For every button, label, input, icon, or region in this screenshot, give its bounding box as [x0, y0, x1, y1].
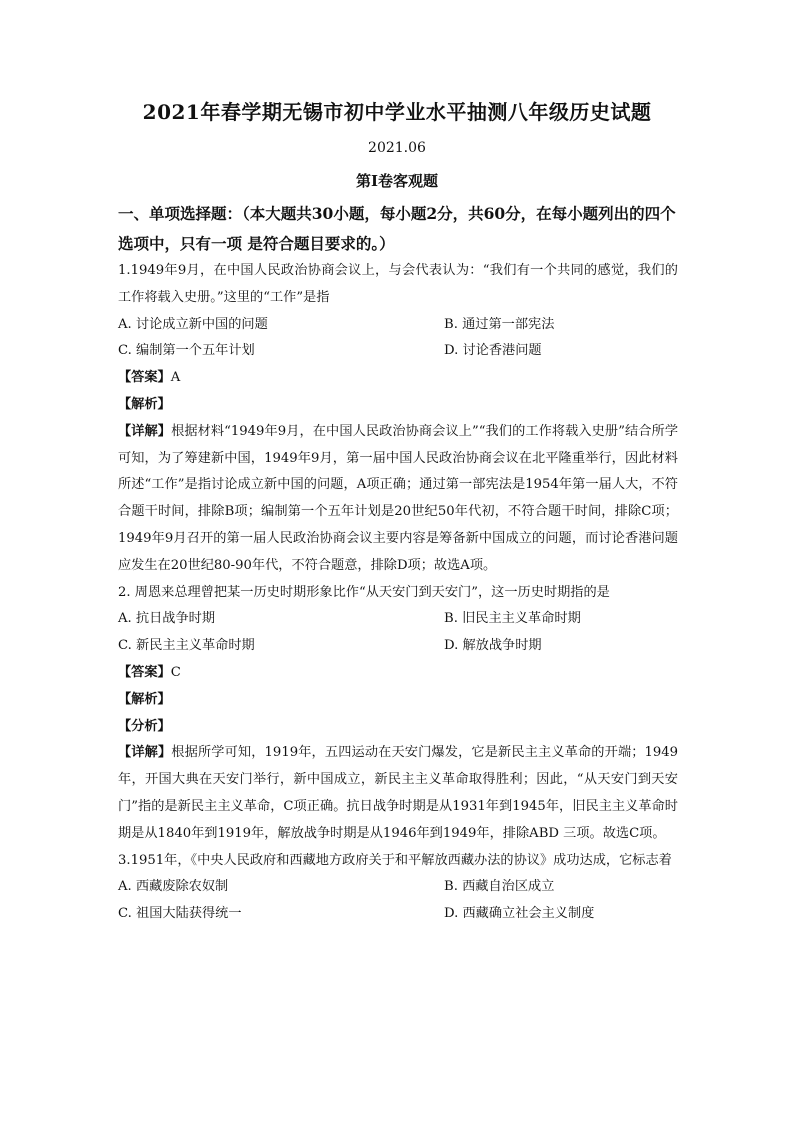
q1-option-b: B. 通过第一部宪法: [444, 316, 555, 332]
q1-detail-para: [118, 419, 678, 580]
q2-answer-line: [118, 660, 678, 687]
q2-answer-tag: 【答案】: [118, 664, 171, 680]
q1-option-c: C. 编制第一个五年计划: [118, 343, 255, 359]
q1-analysis-line: [118, 392, 678, 419]
q3-option-c: C. 祖国大陆获得统一: [118, 906, 242, 922]
q1-answer: A: [170, 370, 181, 386]
q2-option-b: B. 旧民主主义革命时期: [444, 611, 581, 627]
q3-option-d: D. 西藏确立社会主义制度: [444, 906, 595, 922]
q2-option-c: C. 新民主主义革命时期: [118, 638, 255, 654]
q2-answer: C: [170, 664, 181, 680]
part-heading: 第Ⅰ卷客观题: [355, 172, 439, 190]
q2-option-d: D. 解放战争时期: [444, 638, 542, 654]
q1-answer-line: [118, 365, 678, 392]
q2-analysis-line: [118, 687, 678, 714]
q2-fenxi-tag: 【分析】: [118, 718, 171, 734]
section-heading: 一、单项选择题：（本大题共30小题，每小题2分，共60分，在每小题列出的四个选项中，只有一项 是符合题目要求的。）: [118, 204, 676, 253]
question-list: [118, 258, 678, 928]
q2-options-row-1: [118, 606, 678, 633]
q3-options-row-2: [118, 901, 678, 928]
q3-options-row-1: [118, 874, 678, 901]
q1-option-a: A. 讨论成立新中国的问题: [118, 316, 268, 332]
q2-detail: 根据所学可知，1919年，五四运动在天安门爆发，它是新民主主义革命的开端；1949年，开国大典在天安门举行，新中国成立，新民主主义革命取得胜利；因此，“从天安门到天安门”指的是新民主主义革命，C项正确。抗日战争时期是从1931年到1945年，旧民主主义革命时期是从1840年到1919年，解放战争时期是从1946年到1949年，排除ABD 三项。故选C项。: [118, 745, 679, 841]
q2-analysis-tag: 【解析】: [118, 691, 171, 707]
q2-fenxi-line: [118, 714, 678, 741]
q2-stem: 2. 周恩来总理曾把某一历史时期形象比作“从天安门到天安门”，这一历史时期指的是: [118, 584, 610, 600]
q3-option-b: B. 西藏自治区成立: [444, 879, 555, 895]
q3-stem: 3.1951年，《中央人民政府和西藏地方政府关于和平解放西藏办法的协议》成功达成，它标志着: [118, 852, 672, 868]
exam-title: 2021年春学期无锡市初中学业水平抽测八年级历史试题: [142, 100, 652, 124]
q1-option-d: D. 讨论香港问题: [444, 343, 542, 359]
q1-stem: 1.1949年9月，在中国人民政治协商会议上，与会代表认为：“我们有一个共同的感觉，我们的工作将载入史册。”这里的“工作”是指: [118, 263, 678, 305]
q1-analysis-tag: 【解析】: [118, 396, 171, 412]
exam-date: 2021.06: [368, 140, 426, 156]
q2-detail-para: [118, 740, 678, 847]
q1-options-row-2: [118, 338, 678, 365]
q1-detail: 根据材料“1949年9月，在中国人民政治协商会议上”“我们的工作将载入史册”结合所学可知，为了筹建新中国，1949年9月，第一届中国人民政治协商会议在北平隆重举行，因此材料所述“工作”是指讨论成立新中国的问题，A项正确；通过第一部宪法是1954年第一届人大，不符合题干时间，排除B项；编制第一个五年计划是20世纪50年代初，不符合题干时间，排除C项；1949年9月召开的第一届人民政治协商会议主要内容是筹备新中国成立的问题，而讨论香港问题应发生在20世纪80-90年代，不符合题意，排除D项；故选A项。: [118, 423, 679, 573]
q3-option-a: A. 西藏废除农奴制: [118, 879, 229, 895]
q2-options-row-2: [118, 633, 678, 660]
q2-option-a: A. 抗日战争时期: [118, 611, 216, 627]
q2-detail-tag: 【详解】: [118, 745, 172, 761]
q1-answer-tag: 【答案】: [118, 370, 171, 386]
q1-detail-tag: 【详解】: [118, 423, 172, 439]
q1-options-row-1: [118, 312, 678, 339]
